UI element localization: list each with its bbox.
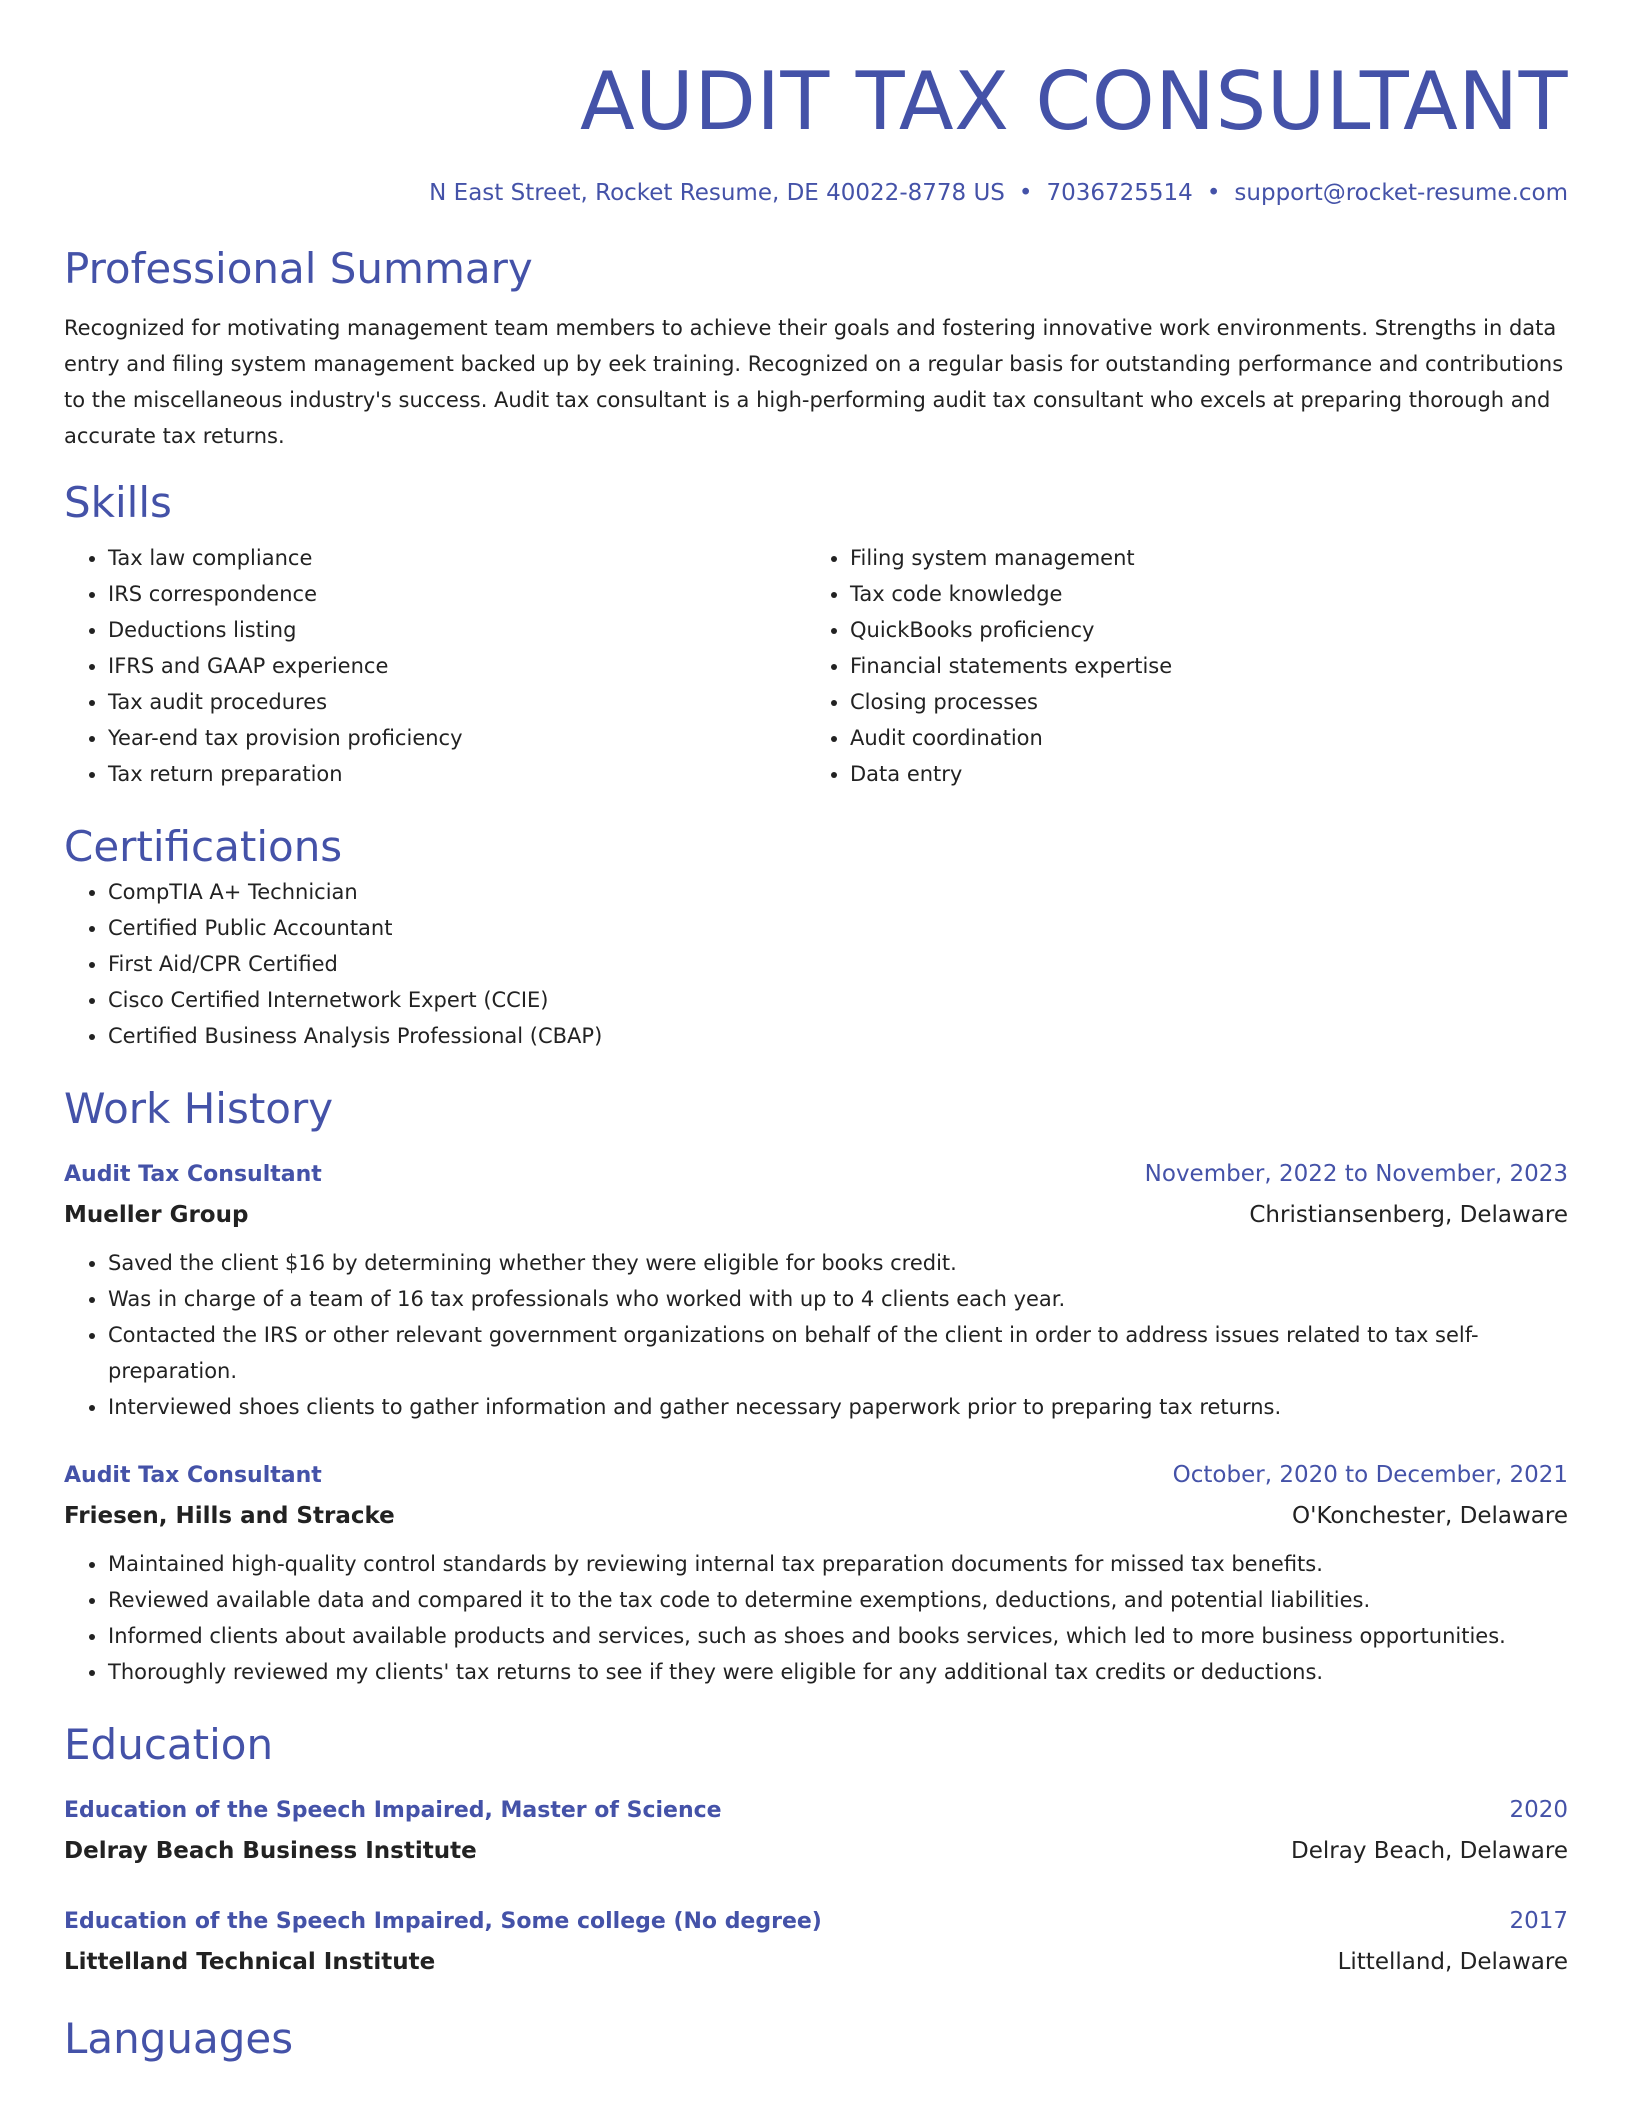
job-role: Audit Tax Consultant <box>64 1463 322 1488</box>
certification-item: • CompTIA A+ Technician <box>108 874 1568 910</box>
resume-title: AUDIT TAX CONSULTANT <box>579 55 1568 148</box>
education-entry <box>64 1901 1568 1982</box>
resume-header <box>64 0 1568 208</box>
job-bullet: • Maintained high-quality control standards by reviewing internal tax preparation documents for missed tax benefits. <box>108 1546 1568 1582</box>
job-bullets <box>64 1546 1568 1690</box>
education-header-row <box>64 1790 1568 1831</box>
job-bullet: • Thoroughly reviewed my clients' tax returns to see if they were eligible for any additional tax credits or deductions. <box>108 1654 1568 1690</box>
job-bullet: • Interviewed shoes clients to gather information and gather necessary paperwork prior to preparing tax returns. <box>108 1389 1568 1425</box>
certification-item: • Certified Public Accountant <box>108 910 1568 946</box>
certification-item: • Certified Business Analysis Professional (CBAP) <box>108 1018 1568 1054</box>
section-title-languages: Languages <box>64 2014 294 2063</box>
education-year: 2020 <box>1509 1797 1568 1823</box>
job-bullets <box>64 1245 1568 1425</box>
skills-columns <box>64 540 1568 792</box>
skill-item: • Filing system management <box>850 540 1548 576</box>
education-degree: Education of the Speech Impaired, Some college (No degree) <box>64 1909 822 1934</box>
professional-summary-section <box>64 242 1568 454</box>
skills-section <box>64 476 1568 792</box>
job-location: Christiansenberg, Delaware <box>1249 1202 1568 1228</box>
section-title-skills: Skills <box>64 478 172 527</box>
job-company-row <box>64 1496 1568 1536</box>
skill-item: • Year-end tax provision proficiency <box>108 720 806 756</box>
skill-item: • Deductions listing <box>108 612 806 648</box>
contact-email[interactable]: support@rocket-resume.com <box>1234 180 1568 206</box>
skill-item: • IRS correspondence <box>108 576 806 612</box>
skills-column-left <box>64 540 806 792</box>
skill-item: • QuickBooks proficiency <box>850 612 1548 648</box>
contact-separator: • <box>1018 180 1033 206</box>
skill-item: • Tax law compliance <box>108 540 806 576</box>
education-school-row <box>64 1942 1568 1982</box>
education-school: Delray Beach Business Institute <box>64 1838 477 1864</box>
education-entry <box>64 1790 1568 1871</box>
contact-phone: 7036725514 <box>1046 180 1193 206</box>
job-bullet: • Was in charge of a team of 16 tax professionals who worked with up to 4 clients each year. <box>108 1281 1568 1317</box>
summary-text: Recognized for motivating management team members to achieve their goals and fostering innovative work environments. Strengths in data entry and filing system management backed up by eek training. Recognized on a regular basis for outstanding performance and contributions to the miscellaneous industry's success. Audit tax consultant is a high-performing audit tax consultant who excels at preparing thorough and accurate tax returns. <box>64 316 1564 448</box>
job-company-row <box>64 1195 1568 1235</box>
job-bullet: • Informed clients about available products and services, such as shoes and books services, which led to more business opportunities. <box>108 1618 1568 1654</box>
skill-item: • Financial statements expertise <box>850 648 1548 684</box>
education-degree: Education of the Speech Impaired, Master of Science <box>64 1798 722 1823</box>
job-bullet: • Reviewed available data and compared it to the tax code to determine exemptions, deductions, and potential liabilities. <box>108 1582 1568 1618</box>
languages-section <box>64 2012 1568 2066</box>
education-year: 2017 <box>1509 1908 1568 1934</box>
certification-item: • Cisco Certified Internetwork Expert (CCIE) <box>108 982 1568 1018</box>
skill-item: • Tax return preparation <box>108 756 806 792</box>
education-location: Delray Beach, Delaware <box>1291 1838 1568 1864</box>
certifications-section <box>64 820 1568 1054</box>
education-school-row <box>64 1831 1568 1871</box>
job-company: Mueller Group <box>64 1202 249 1228</box>
job-header-row <box>64 1455 1568 1496</box>
contact-line <box>64 178 1568 208</box>
education-location: Littelland, Delaware <box>1337 1949 1568 1975</box>
skill-item: • Closing processes <box>850 684 1548 720</box>
certifications-list <box>64 874 1568 1054</box>
job-role: Audit Tax Consultant <box>64 1162 322 1187</box>
certification-item: • First Aid/CPR Certified <box>108 946 1568 982</box>
job-location: O'Konchester, Delaware <box>1292 1503 1568 1529</box>
skill-item: • Tax audit procedures <box>108 684 806 720</box>
section-title-certifications: Certifications <box>64 822 343 871</box>
skills-list-left <box>64 540 806 792</box>
contact-address: N East Street, Rocket Resume, DE 40022-8778 US <box>429 180 1005 206</box>
work-history-section <box>64 1082 1568 1690</box>
skill-item: • IFRS and GAAP experience <box>108 648 806 684</box>
section-title-work-history: Work History <box>64 1084 334 1133</box>
section-title-summary: Professional Summary <box>64 244 533 293</box>
job-dates: October, 2020 to December, 2021 <box>1172 1462 1568 1488</box>
education-header-row <box>64 1901 1568 1942</box>
skills-list-right <box>806 540 1548 792</box>
job-bullet: • Saved the client $16 by determining whether they were eligible for books credit. <box>108 1245 1568 1281</box>
job-entry <box>64 1154 1568 1425</box>
section-title-education: Education <box>64 1720 274 1769</box>
skills-column-right <box>806 540 1548 792</box>
contact-separator: • <box>1206 180 1221 206</box>
job-entry <box>64 1455 1568 1690</box>
skill-item: • Tax code knowledge <box>850 576 1548 612</box>
skill-item: • Data entry <box>850 756 1548 792</box>
job-dates: November, 2022 to November, 2023 <box>1144 1161 1568 1187</box>
job-header-row <box>64 1154 1568 1195</box>
education-school: Littelland Technical Institute <box>64 1949 436 1975</box>
skill-item: • Audit coordination <box>850 720 1548 756</box>
job-bullet: • Contacted the IRS or other relevant government organizations on behalf of the client in order to address issues related to tax self-preparation. <box>108 1317 1568 1389</box>
education-section <box>64 1718 1568 1982</box>
job-company: Friesen, Hills and Stracke <box>64 1503 395 1529</box>
